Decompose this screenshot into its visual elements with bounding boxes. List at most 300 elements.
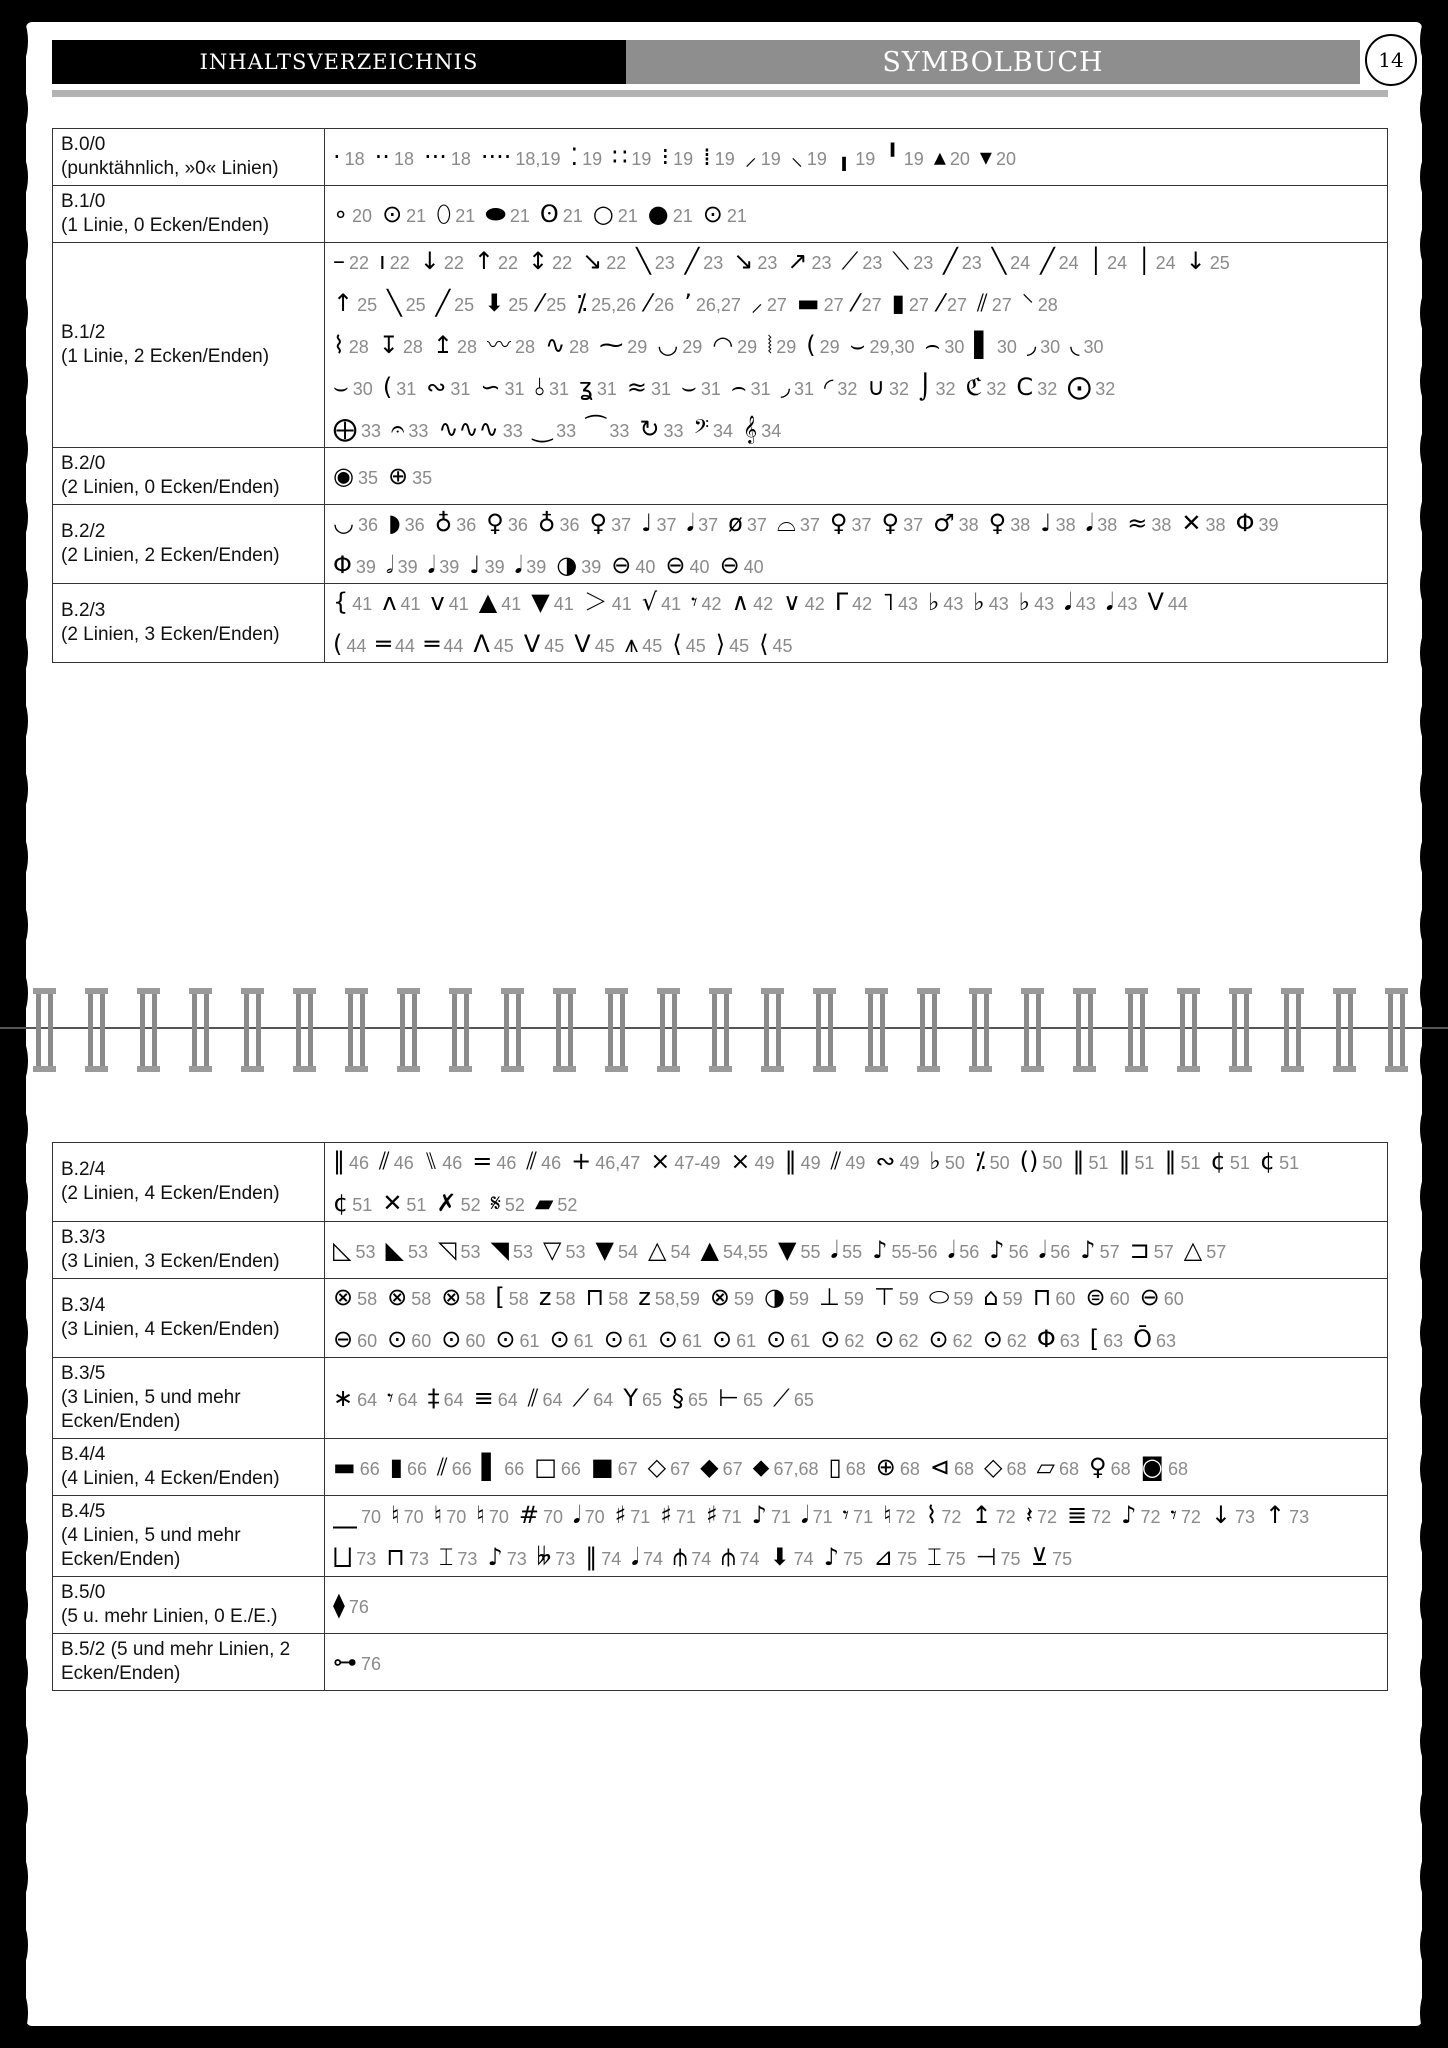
symbol-entry [673, 1543, 711, 1571]
symbol-page-ref: 29 [627, 337, 648, 357]
header-left-title: INHALTSVERZEICHNIS [52, 40, 626, 84]
symbol-page-ref: 23 [654, 253, 675, 273]
symbol-line [333, 1189, 1379, 1217]
symbol-page-ref: 74 [739, 1549, 760, 1569]
rail-rung [1021, 988, 1044, 1072]
symbol-page-ref: 39 [484, 557, 505, 577]
symbol-page-ref: 22 [552, 253, 573, 273]
symbol-page-ref: 32 [935, 379, 956, 399]
symbol-entry [1147, 588, 1187, 616]
symbol-entry [428, 1384, 464, 1412]
symbol-page-ref: 55 [842, 1242, 863, 1262]
symbol-page-ref: 45 [685, 636, 706, 656]
symbol-glyph: 𝅘𝅥 [830, 1236, 839, 1264]
symbol-entry [539, 1283, 576, 1311]
symbol-page-ref: 68 [1167, 1459, 1188, 1479]
symbol-glyph: ¢ [1210, 1147, 1226, 1175]
symbol-glyph: ⌶ [439, 1543, 454, 1571]
header-underline [52, 90, 1388, 97]
symbol-entry [1170, 1501, 1200, 1529]
symbol-entry [837, 143, 875, 171]
symbol-entry [537, 1543, 575, 1571]
symbol-glyph: ⟨ [672, 630, 682, 658]
symbol-page-ref: 22 [606, 253, 627, 273]
symbol-page-ref: 24 [1155, 253, 1176, 273]
symbol-entry [1072, 1147, 1108, 1175]
symbol-entry [1165, 1147, 1201, 1175]
symbol-page-ref: 61 [573, 1331, 594, 1351]
symbol-page-ref: 72 [941, 1507, 962, 1527]
row-category-label: B.1/2 (1 Linie, 2 Ecken/Enden) [53, 243, 325, 448]
symbol-entry [872, 1236, 937, 1264]
symbol-entry [801, 1501, 833, 1529]
symbol-page-ref: 38 [1205, 515, 1226, 535]
symbol-glyph: ↑ [1265, 1501, 1286, 1529]
rail-rung [501, 988, 524, 1072]
symbol-page-ref: 33 [556, 421, 577, 441]
symbol-entry [641, 509, 676, 537]
symbol-page-ref: 75 [897, 1549, 918, 1569]
symbol-page-ref: 30 [352, 379, 373, 399]
symbol-entry [927, 1543, 965, 1571]
scallop-shape [1420, 1372, 1434, 1430]
symbol-page-ref: 67,68 [773, 1459, 819, 1479]
scallop-shape [1420, 1508, 1434, 1566]
symbol-glyph: ♮ [391, 1501, 400, 1529]
symbol-glyph: │ [1137, 247, 1152, 275]
symbol-page-ref: 70 [361, 1507, 382, 1527]
symbol-glyph: ⫽ [830, 1147, 842, 1175]
symbol-entry [491, 1189, 525, 1217]
symbol-glyph: ♂ [933, 509, 955, 537]
symbol-page-ref: 70 [403, 1507, 424, 1527]
symbol-page-ref: 75 [945, 1549, 966, 1569]
symbol-glyph: ⊖ [719, 551, 740, 579]
symbol-page-ref: 23 [757, 253, 778, 273]
symbol-glyph: ✕ [382, 1189, 403, 1217]
symbol-glyph: │ [1088, 247, 1104, 275]
symbol-glyph: ⁄ [853, 289, 858, 317]
symbol-entry [333, 509, 378, 537]
symbol-entry [661, 143, 693, 171]
binding-rail-divider [0, 980, 1448, 1080]
symbol-page-ref: 67 [670, 1459, 691, 1479]
symbol-entry [743, 415, 781, 443]
symbol-glyph: ··· [423, 143, 447, 171]
symbol-glyph: ▱ [1036, 1453, 1056, 1481]
symbol-page-ref: 41 [661, 594, 682, 614]
symbol-glyph: ⊙ [928, 1325, 949, 1353]
row-symbol-list [325, 584, 1388, 663]
symbol-entry [495, 1325, 539, 1353]
symbol-glyph: ○ [592, 200, 614, 228]
symbol-glyph: ⨀ [1067, 373, 1092, 401]
symbol-glyph: ʓ [579, 373, 593, 401]
symbol-glyph: ‖ [1072, 1147, 1085, 1175]
scallop-shape [14, 556, 28, 614]
symbol-entry [388, 509, 425, 537]
symbol-glyph: ⊲ [929, 1453, 951, 1481]
symbol-glyph: ═ [376, 630, 391, 658]
symbol-entry [759, 630, 792, 658]
symbol-glyph: ◑ [764, 1283, 785, 1311]
symbol-glyph: 𝄾 [387, 1384, 394, 1412]
symbol-glyph: ⁄ [938, 289, 943, 317]
symbol-page-ref: 18 [393, 149, 414, 169]
symbol-line [333, 462, 1379, 490]
symbol-glyph: ♪ [989, 1236, 1005, 1264]
symbol-entry [703, 143, 735, 171]
symbol-glyph: + [571, 1147, 592, 1175]
symbol-glyph: ( [806, 331, 816, 359]
symbol-line [333, 200, 1379, 228]
row-symbol-list [325, 1577, 1388, 1634]
symbol-entry [721, 1543, 759, 1571]
rail-rung [1281, 988, 1304, 1072]
symbol-page-ref: 54 [670, 1242, 691, 1262]
symbol-page-ref: 37 [611, 515, 632, 535]
symbol-page-ref: 67 [722, 1459, 743, 1479]
symbol-glyph: ♪ [1080, 1236, 1096, 1264]
symbol-entry [382, 588, 420, 616]
symbol-entry [919, 373, 956, 401]
symbol-glyph: ♩ [1040, 509, 1052, 537]
scallop-shape [1420, 624, 1434, 682]
scallop-shape [14, 22, 28, 70]
symbol-entry [491, 1236, 534, 1264]
symbol-glyph: ø [728, 509, 743, 537]
symbol-glyph: ▬ [796, 289, 820, 317]
symbol-entry [685, 247, 723, 275]
symbol-page-ref: 59 [734, 1289, 755, 1309]
symbol-page-ref: 36 [456, 515, 477, 535]
symbol-entry [1186, 247, 1230, 275]
scallop-shape [14, 624, 28, 682]
symbol-glyph: ◗ [387, 509, 401, 537]
symbol-glyph: ∗ [333, 1384, 354, 1412]
symbol-page-ref: 40 [689, 557, 710, 577]
symbol-entry [773, 1384, 814, 1412]
symbol-line [333, 1384, 1379, 1412]
symbol-glyph: √ [641, 588, 658, 616]
symbol-entry [751, 289, 787, 317]
scallop-shape [14, 1168, 28, 1226]
symbol-glyph: ↧ [378, 331, 399, 359]
symbol-glyph: ♀ [829, 509, 848, 537]
symbol-glyph: ⁚ [570, 143, 579, 171]
scallop-shape [14, 1372, 28, 1430]
symbol-line [333, 331, 1379, 359]
symbol-glyph: [ [1089, 1325, 1100, 1353]
symbol-entry [660, 1501, 696, 1529]
symbol-entry [778, 1236, 821, 1264]
rail-rung [1229, 988, 1252, 1072]
symbol-page-ref: 21 [509, 206, 530, 226]
symbol-page-ref: 33 [502, 421, 523, 441]
symbol-entry [480, 373, 524, 401]
symbol-glyph: ↥ [432, 331, 453, 359]
symbol-glyph: ▽ [543, 1236, 562, 1264]
symbol-page-ref: 45 [493, 636, 514, 656]
symbol-glyph: ╱ [943, 247, 958, 275]
symbol-glyph: 𝄾 [691, 588, 698, 616]
symbol-page-ref: 35 [357, 468, 378, 488]
symbol-page-ref: 54 [617, 1242, 638, 1262]
symbol-glyph: ⌢ [730, 373, 747, 401]
symbol-glyph: ⫽ [976, 289, 988, 317]
symbol-glyph: ⊖ [333, 1325, 354, 1353]
scallop-shape [14, 896, 28, 954]
symbol-page-ref: 58,59 [654, 1289, 700, 1309]
symbol-glyph: ♪ [872, 1236, 888, 1264]
symbol-glyph: ◡ [333, 509, 354, 537]
rail-rung [1177, 988, 1200, 1072]
symbol-line [333, 588, 1379, 616]
scallop-shape [14, 352, 28, 410]
symbol-entry [892, 247, 933, 275]
symbol-glyph: ⊖ [1139, 1283, 1160, 1311]
symbol-entry [611, 551, 655, 579]
scallop-shape [14, 216, 28, 274]
symbol-page-ref: 60 [357, 1331, 378, 1351]
symbol-entry [831, 1236, 863, 1264]
symbol-page-ref: 19 [631, 149, 652, 169]
symbol-glyph: Γ [834, 588, 849, 616]
symbol-entry [983, 1283, 1022, 1311]
symbol-page-ref: 23 [811, 253, 832, 273]
symbol-glyph: ● [647, 200, 669, 228]
symbol-page-ref: 37 [903, 515, 924, 535]
symbol-page-ref: 22 [443, 253, 464, 273]
symbol-entry [876, 1453, 920, 1481]
symbol-page-ref: 51 [1229, 1153, 1250, 1173]
symbol-entry [850, 331, 915, 359]
symbol-page-ref: 70 [446, 1507, 467, 1527]
symbol-entry [892, 289, 929, 317]
rail-rung [1073, 988, 1096, 1072]
symbol-glyph: △ [648, 1236, 667, 1264]
symbol-glyph: # [518, 1501, 539, 1529]
scallop-shape [1420, 1984, 1434, 2026]
symbol-glyph: ⊕ [875, 1453, 896, 1481]
symbol-line [333, 289, 1379, 317]
symbol-glyph: ⊖ [665, 551, 686, 579]
symbol-glyph: ∽ [480, 373, 501, 401]
symbol-page-ref: 70 [584, 1507, 605, 1527]
symbol-entry [684, 289, 741, 317]
symbol-page-ref: 31 [548, 379, 569, 399]
symbol-page-ref: 32 [1037, 379, 1058, 399]
symbol-page-ref: 73 [555, 1549, 576, 1569]
symbol-page-ref: 60 [1163, 1289, 1184, 1309]
symbol-page-ref: 54,55 [722, 1242, 769, 1262]
symbol-page-ref: 28 [402, 337, 423, 357]
symbol-glyph: 𝄾 [1170, 1501, 1177, 1529]
symbol-page-ref: 71 [853, 1507, 874, 1527]
symbol-page-ref: 46 [393, 1153, 414, 1173]
symbol-entry [732, 588, 774, 616]
symbol-page-ref: 51 [1088, 1153, 1109, 1173]
symbol-page-ref: 44 [346, 636, 367, 656]
symbol-glyph: ·· [374, 143, 390, 171]
symbol-glyph: ⊖ [611, 551, 632, 579]
scallop-shape [1420, 22, 1434, 70]
symbol-entry [1118, 1147, 1154, 1175]
symbol-page-ref: 39 [1258, 515, 1279, 535]
rail-rung [189, 988, 212, 1072]
symbol-entry [528, 247, 572, 275]
symbol-page-ref: 39 [439, 557, 460, 577]
symbol-page-ref: 58 [555, 1289, 576, 1309]
symbol-entry [386, 1236, 429, 1264]
symbol-page-ref: 29 [776, 337, 797, 357]
symbol-glyph: ( [382, 373, 393, 401]
symbol-page-ref: 56 [1050, 1242, 1071, 1262]
symbol-entry [694, 415, 733, 443]
scallop-shape [14, 1848, 28, 1906]
symbol-entry [1064, 588, 1096, 616]
symbol-page-ref: 51 [406, 1195, 427, 1215]
symbol-entry [1140, 1283, 1184, 1311]
symbol-page-ref: 41 [448, 594, 469, 614]
symbol-page-ref: 32 [986, 379, 1007, 399]
symbol-page-ref: 72 [995, 1507, 1016, 1527]
symbol-glyph: ↗ [787, 247, 808, 275]
symbol-page-ref: 37 [698, 515, 719, 535]
symbol-entry [473, 630, 513, 658]
symbol-entry [391, 415, 428, 443]
symbol-glyph: ↓ [419, 247, 440, 275]
symbol-entry [1040, 509, 1075, 537]
symbol-glyph: ≣ [1066, 1501, 1088, 1529]
symbol-page-ref: 73 [1235, 1507, 1256, 1527]
symbol-page-ref: 29,30 [869, 337, 915, 357]
symbol-glyph: ¢ [333, 1189, 349, 1217]
symbol-glyph: ℭ [965, 373, 983, 401]
symbol-entry [382, 200, 426, 228]
symbol-entry [519, 1501, 563, 1529]
symbol-glyph: ⫽ [526, 1147, 538, 1175]
symbol-entry [386, 1543, 429, 1571]
symbol-entry [1089, 1453, 1131, 1481]
symbol-line [333, 1591, 1379, 1619]
symbol-glyph: ⊙ [657, 1325, 678, 1353]
symbol-entry [874, 1325, 918, 1353]
symbol-entry [333, 289, 377, 317]
symbol-entry [474, 1384, 518, 1412]
symbol-glyph: ♀ [486, 509, 504, 537]
scallop-shape [14, 692, 28, 750]
symbol-page-ref: 66 [560, 1459, 581, 1479]
row-symbol-list [325, 1496, 1388, 1577]
symbol-page-ref: 41 [553, 594, 574, 614]
rail-rung [605, 988, 628, 1072]
symbol-glyph: ◇ [984, 1453, 1003, 1481]
symbol-page-ref: 71 [721, 1507, 742, 1527]
scallop-shape [14, 1916, 28, 1974]
symbol-page-ref: 20 [352, 206, 373, 226]
symbol-page-ref: 76 [348, 1597, 369, 1617]
symbol-glyph: ▌ [974, 331, 993, 359]
symbol-entry [1022, 289, 1058, 317]
symbol-page-ref: 21 [617, 206, 638, 226]
symbol-page-ref: 43 [1075, 594, 1096, 614]
symbol-page-ref: 24 [1010, 253, 1031, 273]
symbol-glyph: ♩ [641, 509, 653, 537]
symbol-entry [638, 1283, 700, 1311]
symbol-glyph: ♪ [823, 1543, 840, 1571]
symbol-entry [1127, 509, 1171, 537]
symbol-page-ref: 75 [1052, 1549, 1073, 1569]
symbol-entry [438, 415, 522, 443]
rail-rung [1385, 988, 1408, 1072]
symbol-entry [469, 551, 504, 579]
symbol-page-ref: 64 [542, 1390, 563, 1410]
symbol-entry [1027, 331, 1060, 359]
rail-rung [709, 988, 732, 1072]
symbol-line [333, 373, 1379, 401]
symbol-entry [570, 143, 602, 171]
symbol-entry [1121, 1501, 1160, 1529]
symbol-entry [1184, 1236, 1227, 1264]
symbol-page-ref: 58 [357, 1289, 378, 1309]
scallop-shape [1420, 284, 1434, 342]
symbol-page-ref: 64 [357, 1390, 378, 1410]
symbol-entry [388, 462, 432, 490]
symbol-glyph: [ [495, 1283, 505, 1311]
symbol-glyph: 𝄾 [842, 1501, 850, 1529]
symbol-page-ref: 68 [1006, 1459, 1027, 1479]
symbol-page-ref: 46 [496, 1153, 517, 1173]
symbol-page-ref: 31 [504, 379, 525, 399]
symbol-page-ref: 60 [1109, 1289, 1130, 1309]
symbol-entry [436, 289, 474, 317]
symbol-entry [534, 1453, 581, 1481]
symbol-entry [579, 373, 617, 401]
symbol-glyph: 𝄞 [743, 415, 758, 443]
symbol-page-ref: 66 [406, 1459, 427, 1479]
symbol-entry [538, 509, 580, 537]
symbol-entry [333, 1591, 369, 1619]
symbol-entry [438, 1236, 481, 1264]
symbol-entry [948, 1236, 980, 1264]
symbol-glyph: ≈ [626, 373, 648, 401]
symbol-page-ref: 53 [512, 1242, 533, 1262]
symbol-page-ref: 64 [497, 1390, 518, 1410]
symbol-page-ref: 23 [913, 253, 934, 273]
symbol-line [333, 509, 1379, 537]
symbol-glyph: ♭ [1018, 588, 1031, 616]
symbol-entry [333, 415, 381, 443]
symbol-page-ref: 64 [443, 1390, 464, 1410]
symbol-page-ref: 66 [504, 1459, 525, 1479]
symbol-glyph: ◠ [712, 331, 734, 359]
symbol-glyph: ʘ [539, 200, 559, 228]
symbol-entry [943, 247, 981, 275]
symbol-glyph: ∾ [875, 1147, 896, 1175]
symbol-glyph: ∘ [333, 200, 349, 228]
symbol-entry [984, 1453, 1027, 1481]
symbol-glyph: ⑊ [423, 1147, 439, 1175]
symbol-page-ref: 61 [681, 1331, 702, 1351]
symbol-entry [1236, 509, 1279, 537]
scallop-shape [1420, 1304, 1434, 1362]
symbol-glyph: ‖ [585, 1543, 598, 1571]
symbol-page-ref: 38 [958, 515, 979, 535]
scallop-shape [1420, 1576, 1434, 1634]
symbol-entry [791, 143, 827, 171]
symbol-glyph: ◉ [333, 462, 354, 490]
